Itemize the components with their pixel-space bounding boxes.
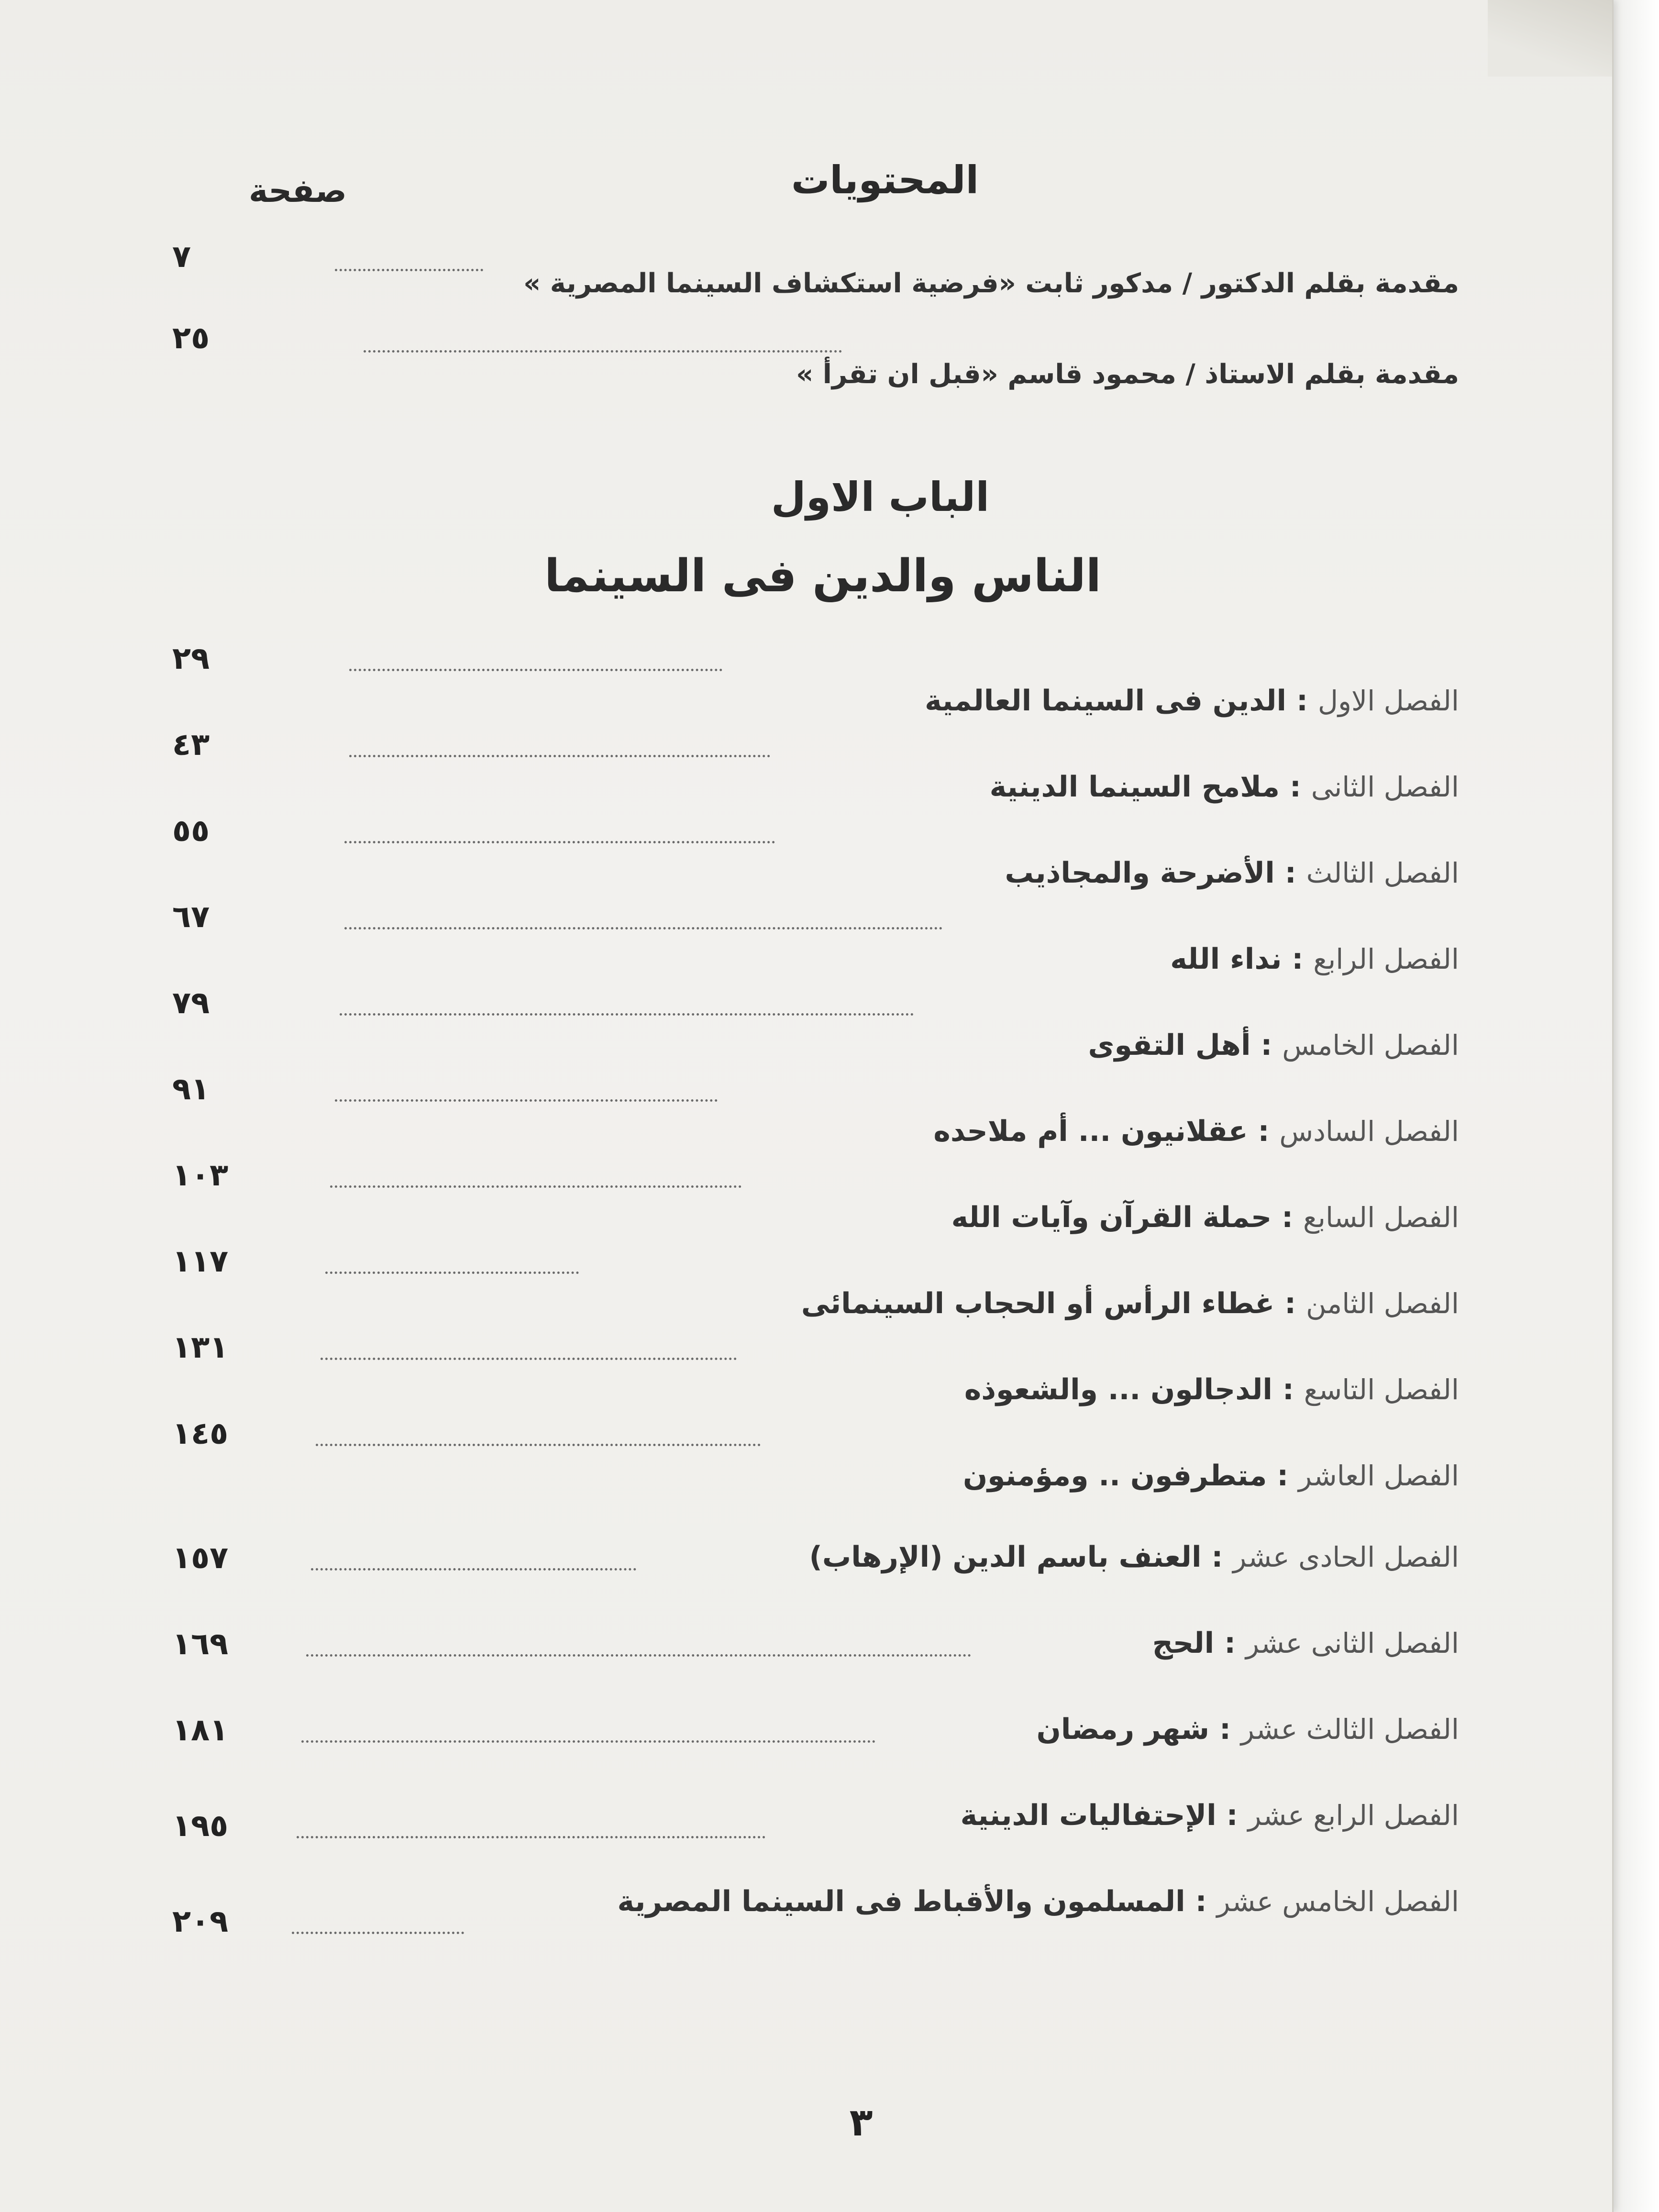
toc-chapter-row [0, 1416, 1612, 1502]
toc-entry-title: الفصل الثالث عشر : شهر رمضان [1036, 1713, 1459, 1746]
toc-leader-line [335, 1099, 718, 1102]
toc-leader-line [340, 1013, 914, 1016]
toc-page-number: ١٣١ [172, 1330, 229, 1365]
page-number-footer: ٣ [849, 2100, 873, 2145]
toc-leader-line [297, 1836, 765, 1838]
toc-page-number: ٢٥ [172, 321, 210, 356]
chapter-title: أهل التقوى [1088, 1029, 1251, 1062]
chapter-label: الفصل السادس [1279, 1115, 1459, 1148]
chapter-title: متطرفون .. ومؤمنون [962, 1459, 1267, 1493]
toc-page-number: ١٦٩ [172, 1626, 229, 1662]
page-column-label: صفحة [249, 172, 347, 210]
toc-entry-title: الفصل الرابع عشر : الإحتفاليات الدينية [960, 1799, 1459, 1832]
chapter-label: الفصل الثامن [1306, 1287, 1459, 1320]
part-title: الناس والدين فى السينما [544, 550, 1102, 602]
chapter-label: الفصل الثالث عشر [1240, 1713, 1459, 1746]
toc-page-number: ١٩٥ [172, 1808, 229, 1844]
toc-leader-line [301, 1740, 875, 1743]
toc-leader-line [349, 755, 770, 757]
toc-entry-title: الفصل الاول : الدين فى السينما العالمية [925, 684, 1459, 718]
chapter-title: الدجالون ... والشعوذه [964, 1373, 1272, 1406]
chapter-title: ملامح السينما الدينية [989, 770, 1280, 804]
toc-page-number: ٩١ [172, 1072, 210, 1107]
toc-leader-line [325, 1272, 579, 1274]
toc-entry-title: مقدمة بقلم الاستاذ / محمود قاسم «قبل ان تقرأ » [796, 359, 1459, 390]
part-label: الباب الاول [771, 474, 990, 520]
toc-entry-title: الفصل السابع : حملة القرآن وآيات الله [951, 1201, 1459, 1234]
toc-chapter-row [0, 641, 1612, 727]
toc-chapter-row [0, 1330, 1612, 1416]
toc-leader-line [292, 1932, 464, 1934]
toc-leader-line [364, 350, 842, 353]
page-title: المحتويات [791, 158, 979, 202]
toc-intro-row [0, 239, 1612, 325]
toc-entry-title: الفصل الثامن : غطاء الرأس أو الحجاب السينمائى [801, 1287, 1459, 1320]
toc-chapter-row [0, 1158, 1612, 1244]
toc-page-number: ٧٩ [172, 985, 210, 1021]
toc-entry-title: الفصل الثانى : ملامح السينما الدينية [989, 770, 1459, 804]
toc-page-number: ١٠٣ [172, 1158, 229, 1193]
toc-leader-line [316, 1444, 761, 1446]
chapter-label: الفصل الخامس [1282, 1029, 1459, 1062]
toc-page-number: ٥٥ [172, 813, 210, 849]
toc-page-number: ١١٧ [172, 1244, 229, 1279]
toc-chapter-row [0, 1588, 1612, 1674]
toc-leader-line [335, 269, 483, 271]
chapter-label: الفصل الثانى [1311, 771, 1459, 803]
chapter-title: نداء الله [1170, 942, 1282, 976]
toc-leader-line [344, 927, 942, 929]
chapter-title: الدين فى السينما العالمية [925, 684, 1287, 718]
toc-entry-title: الفصل السادس : عقلانيون ... أم ملاحده [933, 1115, 1459, 1148]
toc-chapter-row [0, 1502, 1612, 1588]
chapter-label: الفصل الرابع [1313, 943, 1459, 975]
toc-page-number: ١٥٧ [172, 1540, 229, 1576]
chapter-label: الفصل العاشر [1298, 1460, 1459, 1492]
toc-entry-title: الفصل الرابع : نداء الله [1170, 942, 1459, 976]
chapter-label: الفصل الرابع عشر [1248, 1799, 1459, 1832]
toc-leader-line [330, 1185, 741, 1188]
toc-entry-title: الفصل الثالث : الأضرحة والمجاذيب [1005, 856, 1459, 890]
chapter-label: الفصل الاول [1317, 685, 1459, 717]
toc-intro-row [0, 321, 1612, 407]
chapter-label: الفصل الثانى عشر [1245, 1627, 1459, 1659]
toc-entry-title: الفصل الحادى عشر : العنف باسم الدين (الإرهاب) [809, 1540, 1459, 1574]
toc-chapter-row [0, 985, 1612, 1072]
toc-page-number: ١٨١ [172, 1713, 229, 1748]
chapter-label: الفصل الحادى عشر [1233, 1541, 1459, 1573]
toc-chapter-row [0, 899, 1612, 985]
toc-chapter-row [0, 1072, 1612, 1158]
toc-entry-title: الفصل الخامس عشر : المسلمون والأقباط فى السينما المصرية [617, 1885, 1459, 1918]
toc-page-number: ١٤٥ [172, 1416, 229, 1451]
toc-chapter-row [0, 813, 1612, 899]
toc-chapter-row [0, 1847, 1612, 1939]
chapter-label: الفصل التاسع [1304, 1373, 1459, 1406]
toc-entry-title: الفصل التاسع : الدجالون ... والشعوذه [964, 1373, 1459, 1406]
chapter-title: غطاء الرأس أو الحجاب السينمائى [801, 1287, 1275, 1320]
toc-leader-line [311, 1568, 636, 1571]
toc-leader-line [321, 1358, 737, 1360]
toc-page-number: ٦٧ [172, 899, 210, 935]
toc-chapter-row [0, 1674, 1612, 1760]
toc-page-number: ٢٠٩ [172, 1904, 229, 1939]
chapter-label: الفصل السابع [1303, 1201, 1459, 1234]
toc-page-number: ٢٩ [172, 641, 210, 676]
chapter-title: الحج [1152, 1626, 1215, 1660]
chapter-label: الفصل الخامس عشر [1217, 1885, 1459, 1918]
toc-entry-title: الفصل العاشر : متطرفون .. ومؤمنون [962, 1459, 1459, 1493]
chapter-title: الأضرحة والمجاذيب [1005, 856, 1275, 890]
chapter-title: المسلمون والأقباط فى السينما المصرية [617, 1885, 1185, 1918]
toc-chapter-row [0, 727, 1612, 813]
chapter-title: الإحتفاليات الدينية [960, 1799, 1217, 1832]
chapter-label: الفصل الثالث [1306, 857, 1459, 889]
toc-chapter-row [0, 1244, 1612, 1330]
toc-entry-title: مقدمة بقلم الدكتور / مدكور ثابت «فرضية استكشاف السينما المصرية » [523, 268, 1459, 299]
toc-chapter-row [0, 1760, 1612, 1847]
chapter-title: عقلانيون ... أم ملاحده [933, 1115, 1248, 1148]
toc-entry-title: الفصل الخامس : أهل التقوى [1088, 1029, 1459, 1062]
chapter-title: حملة القرآن وآيات الله [951, 1201, 1272, 1234]
toc-leader-line [306, 1654, 971, 1657]
toc-leader-line [344, 841, 775, 843]
chapter-title: شهر رمضان [1036, 1713, 1210, 1746]
chapter-title: العنف باسم الدين (الإرهاب) [809, 1540, 1202, 1574]
toc-page-number: ٧ [172, 239, 191, 275]
toc-entry-title: الفصل الثانى عشر : الحج [1152, 1626, 1459, 1660]
toc-page-number: ٤٣ [172, 727, 210, 763]
toc-leader-line [349, 669, 722, 671]
